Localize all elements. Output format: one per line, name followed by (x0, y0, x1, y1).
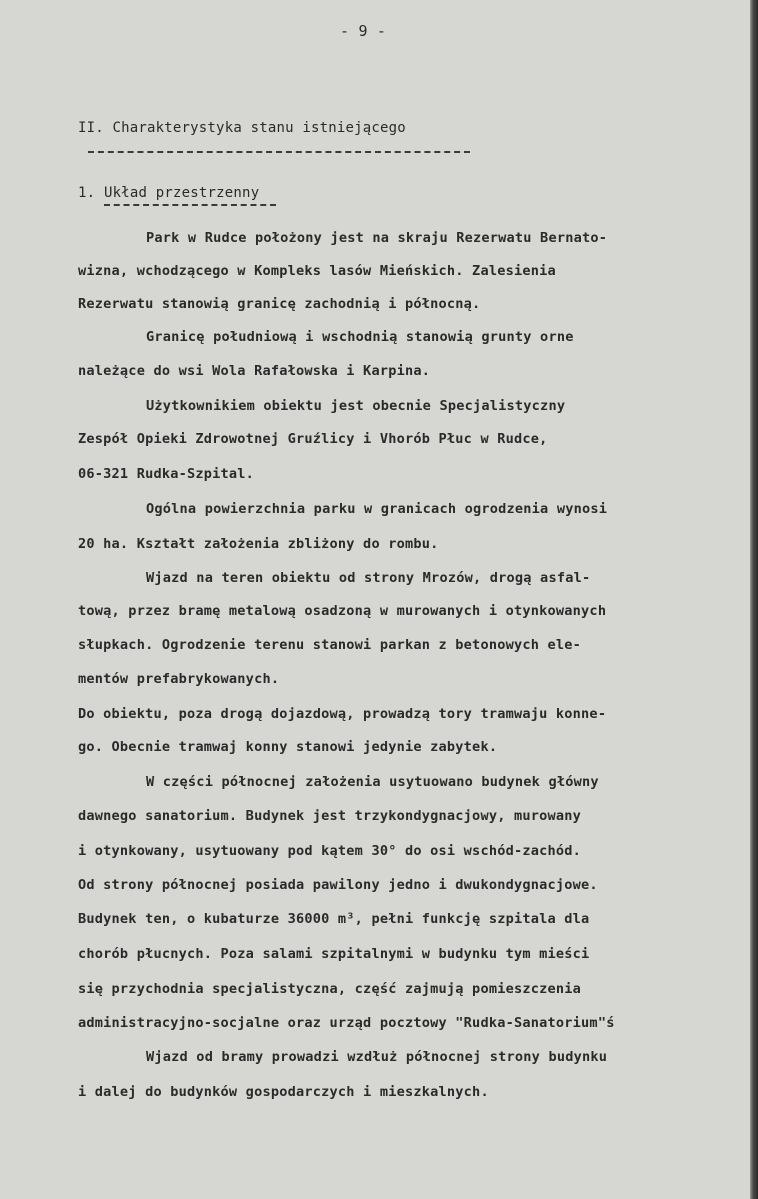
section-heading: II. Charakterystyka stanu istniejącego (78, 120, 406, 136)
body-line: Granicę południową i wschodnią stanowią grunty orne (146, 329, 574, 345)
body-line: wizna, wchodzącego w Kompleks lasów Mieńskich. Zalesienia (78, 263, 556, 279)
body-line: Do obiektu, poza drogą dojazdową, prowadzą tory tramwaju konne- (78, 706, 607, 722)
body-line: Budynek ten, o kubaturze 36000 m³, pełni funkcję szpitala dla (78, 911, 590, 927)
body-line: Użytkownikiem obiektu jest obecnie Specjalistyczny (146, 398, 566, 414)
body-line: 06-321 Rudka-Szpital. (78, 466, 255, 482)
body-line: Ogólna powierzchnia parku w granicach ogrodzenia wynosi (146, 501, 608, 517)
body-line: słupkach. Ogrodzenie terenu stanowi parkan z betonowych ele- (78, 637, 582, 653)
body-line: Zespół Opieki Zdrowotnej Gruźlicy i Vhorób Płuc w Rudce, (78, 431, 548, 447)
body-line: się przychodnia specjalistyczna, część zajmują pomieszczenia (78, 981, 582, 997)
body-line: chorób płucnych. Poza salami szpitalnymi w budynku tym mieści (78, 946, 590, 962)
body-line: Od strony północnej posiada pawilony jedno i dwukondygnacjowe. (78, 877, 598, 893)
body-line: i otynkowany, usytuowany pod kątem 30° do osi wschód-zachód. (78, 843, 582, 859)
body-line: tową, przez bramę metalową osadzoną w murowanych i otynkowanych (78, 603, 607, 619)
subsection-heading: Układ przestrzenny (104, 185, 260, 201)
body-line: Park w Rudce położony jest na skraju Rezerwatu Bernato- (146, 230, 608, 246)
body-line: i dalej do budynków gospodarczych i mieszkalnych. (78, 1084, 489, 1100)
body-line: mentów prefabrykowanych. (78, 671, 280, 687)
subsection-heading-underline (104, 204, 276, 206)
page-number: - 9 - (340, 22, 387, 40)
body-line: W części północnej założenia usytuowano budynek główny (146, 774, 599, 790)
body-line: Rezerwatu stanowią granicę zachodnią i północną. (78, 296, 481, 312)
body-line: Wjazd od bramy prowadzi wzdłuż północnej strony budynku (146, 1049, 608, 1065)
body-line: go. Obecnie tramwaj konny stanowi jedynie zabytek. (78, 739, 498, 755)
page-binding-edge (750, 0, 758, 1199)
body-line: należące do wsi Wola Rafałowska i Karpina. (78, 363, 431, 379)
body-line: 20 ha. Kształt założenia zbliżony do rombu. (78, 536, 439, 552)
section-heading-underline (88, 151, 470, 153)
body-line: administracyjno-socjalne oraz urząd pocztowy "Rudka-Sanatorium"ś (78, 1015, 615, 1031)
body-line: Wjazd na teren obiektu od strony Mrozów, drogą asfal- (146, 570, 591, 586)
subsection-number: 1. (78, 185, 96, 201)
body-line: dawnego sanatorium. Budynek jest trzykondygnacjowy, murowany (78, 808, 582, 824)
